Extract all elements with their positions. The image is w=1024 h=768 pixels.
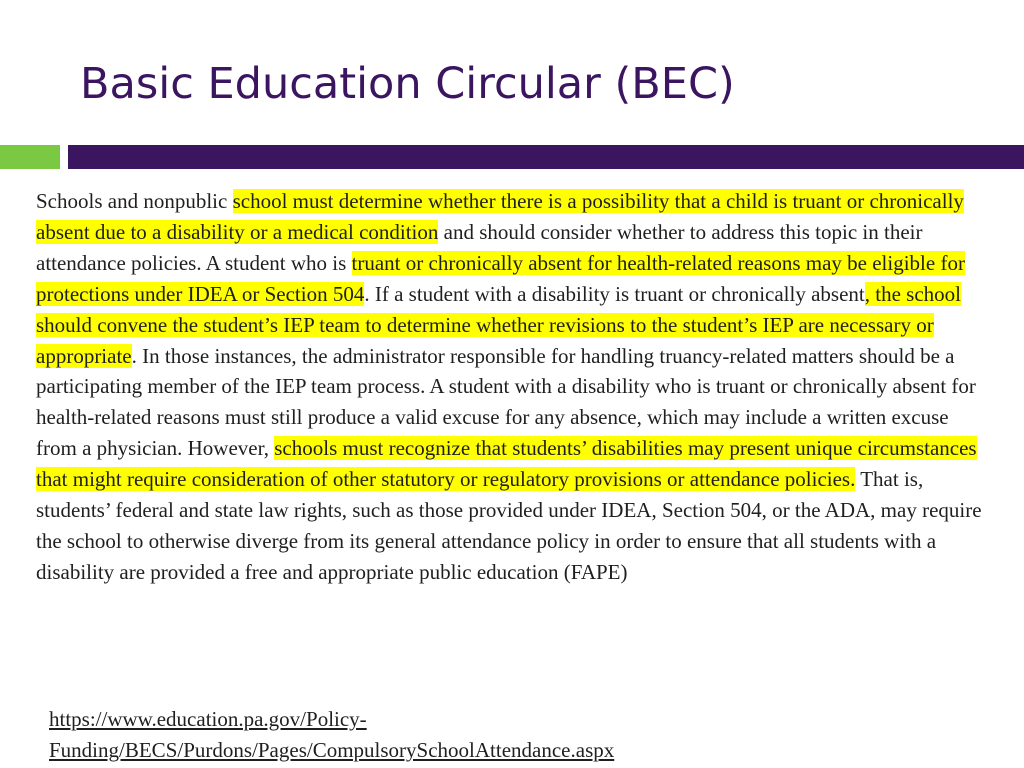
accent-bar-green [0,145,60,169]
body-text-segment: and should consider whether to address this topic in their attendance policies. A student who is [36,219,923,275]
accent-bar-purple [68,145,1024,169]
highlighted-text: truant or chronically absent for health-related reasons may be eligible for protections under IDEA or Section 504 [36,250,965,306]
source-link-line-1[interactable]: https://www.education.pa.gov/Policy- [49,707,367,731]
highlighted-text: , the school should convene the student’s IEP team to determine whether revisions to the student’s IEP are necessary or appropriate [36,281,961,368]
body-text-segment: . In those instances, the administrator responsible for handling truancy-related matters should be a participating member of the IEP team process. A student with a disability who is truant or chronically absent for health-related reasons must still produce a valid excuse for any absence, which may include a written excuse from a physician. However, [36,343,976,461]
body-text-segment: That is, students’ federal and state law rights, such as those provided under IDEA, Section 504, or the ADA, may require the school to otherwise diverge from its general attendance policy in order to ensure that all students with a disability are provided a free and appropriate public education (FAPE) [36,467,982,584]
body-paragraph [36,186,994,588]
body-text-segment: . If a student with a disability is truant or chronically absent [364,281,865,306]
source-link[interactable] [49,704,809,766]
source-link-line-2[interactable]: Funding/BECS/Purdons/Pages/CompulsorySchoolAttendance.aspx [49,738,615,762]
highlighted-text: schools must recognize that students’ disabilities may present unique circumstances that might require consideration of other statutory or regulatory provisions or attendance policies. [36,436,977,492]
body-text-segment: Schools and nonpublic [36,189,233,213]
highlighted-text: school must determine whether there is a possibility that a child is truant or chronically absent due to a disability or a medical condition [36,189,964,244]
slide-title: Basic Education Circular (BEC) [80,59,735,109]
